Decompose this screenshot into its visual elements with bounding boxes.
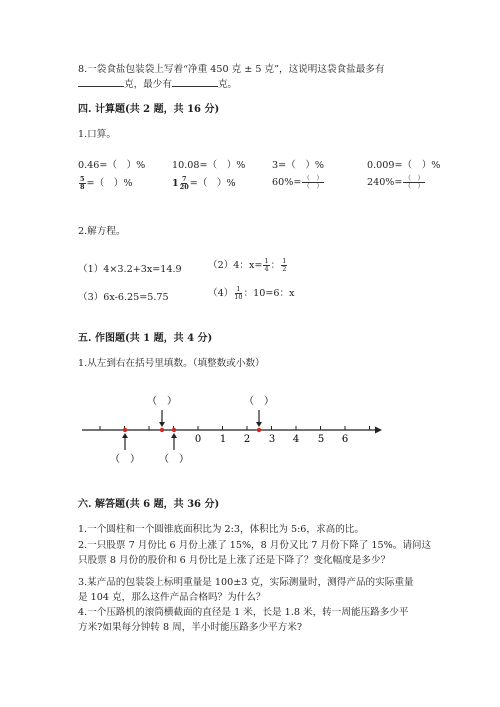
oral-item: 240%= $\frac{( )}{( )}$ — [367, 174, 424, 190]
tick-label: 2 — [243, 434, 251, 445]
answer-bracket[interactable]: （ ） — [110, 454, 140, 465]
problem-text: 4.一个压路机的滚筒横截面的直径是 1 米，长是 1.8 米，转一周能压路多少平 — [78, 607, 409, 618]
answer-blank[interactable] — [78, 77, 124, 87]
arrow-up-icon — [122, 433, 128, 450]
sub-title: 2.解方程。 — [78, 226, 126, 237]
fraction: $\frac{5}{8}$ — [80, 175, 85, 191]
problem-text: 2.一只股票 7 月份比 6 月份上涨了 15%，8 月份又比 7 月份下降了 15%。请问这 — [78, 540, 432, 551]
answer-bracket[interactable]: （ ） — [159, 454, 189, 465]
red-point — [123, 428, 127, 432]
equation: （2）4：x= $\frac{1}{4}$ ： $\frac{1}{2}$ — [208, 257, 287, 273]
section-heading: 五. 作图题(共 1 题，共 4 分) — [78, 333, 213, 344]
oral-item: 60%= $\frac{( )}{( )}$ — [272, 174, 323, 190]
section-heading: 四. 计算题(共 2 题，共 16 分) — [78, 104, 220, 115]
answer-blank[interactable] — [172, 77, 218, 87]
red-point — [160, 428, 164, 432]
problem-text: 方米?如果每分钟转 8 周，半小时能压路多少平方米? — [78, 622, 302, 633]
fraction: $\frac{1}{4}$ — [264, 257, 269, 273]
arrow-down-icon — [256, 410, 262, 427]
problem-text: 是 104 克，那么这件产品合格吗？为什么？ — [78, 592, 266, 603]
sub-title: 1.口算。 — [78, 129, 116, 140]
sub-title: 1.从左到右在括号里填数。（填整数或小数） — [78, 358, 265, 369]
oral-item: 0.46=（ ）% — [78, 160, 146, 171]
oral-item: 0.009=（ ）% — [367, 160, 441, 171]
fraction: $\frac{7}{20}$ — [179, 175, 189, 191]
q8-line2 — [78, 76, 237, 90]
q8-line1: 8.一袋食盐包装袋上写着“净重 450 克 ± 5 克”，这说明这袋食盐最多有 — [78, 64, 385, 75]
section-heading: 六. 解答题(共 6 题，共 36 分) — [78, 499, 220, 510]
equation: （1）4×3.2+3x=14.9 — [78, 264, 182, 275]
problem-text: 1.一个圆柱和一个圆锥底面积比为 2:3，体积比为 5:6，求高的比。 — [78, 524, 364, 535]
problem-text: 3.某产品的包装袋上标明重量是 100±3 克，实际测量时，测得产品的实际重量 — [78, 577, 414, 588]
q8-text: 克，最少有 — [124, 79, 172, 90]
problem-text: 只股票 8 月份的股价和 6 月份比是上涨了还是下降了？变化幅度是多少？ — [78, 555, 391, 566]
tick-label: 6 — [341, 434, 349, 445]
number-line-figure — [70, 390, 390, 470]
answer-bracket[interactable]: （ ） — [244, 396, 274, 407]
arrow-down-icon — [159, 410, 165, 427]
fraction: $\frac{( )}{( )}$ — [303, 174, 323, 190]
tick-labels — [195, 434, 348, 445]
tick-label: 5 — [317, 434, 325, 445]
oral-item: $\frac{5}{8}$ =（ ）% — [80, 175, 133, 191]
tick-label: 1 — [219, 434, 227, 445]
fraction: $\frac{1}{10}$ — [234, 285, 243, 301]
q8-text: 克。 — [217, 79, 238, 90]
oral-item: 3=（ ）% — [272, 160, 325, 171]
tick-label: 3 — [268, 434, 276, 445]
fraction: $\frac{( )}{( )}$ — [404, 174, 424, 190]
tick-marks — [100, 426, 370, 430]
equation: （4） $\frac{1}{10}$ ：10=6：x — [208, 285, 295, 301]
arrow-up-icon — [171, 433, 177, 450]
answer-bracket[interactable]: （ ） — [147, 396, 177, 407]
equation: （3）6x-6.25=5.75 — [78, 292, 169, 303]
red-point — [257, 428, 261, 432]
tick-label: 4 — [292, 434, 300, 445]
red-point — [172, 428, 176, 432]
fraction: $\frac{1}{2}$ — [282, 257, 287, 273]
oral-item: 10.08=（ ）% — [172, 160, 246, 171]
oral-item: 1 $\frac{7}{20}$ =（ ）% — [172, 175, 236, 191]
tick-label: 0 — [194, 434, 202, 445]
